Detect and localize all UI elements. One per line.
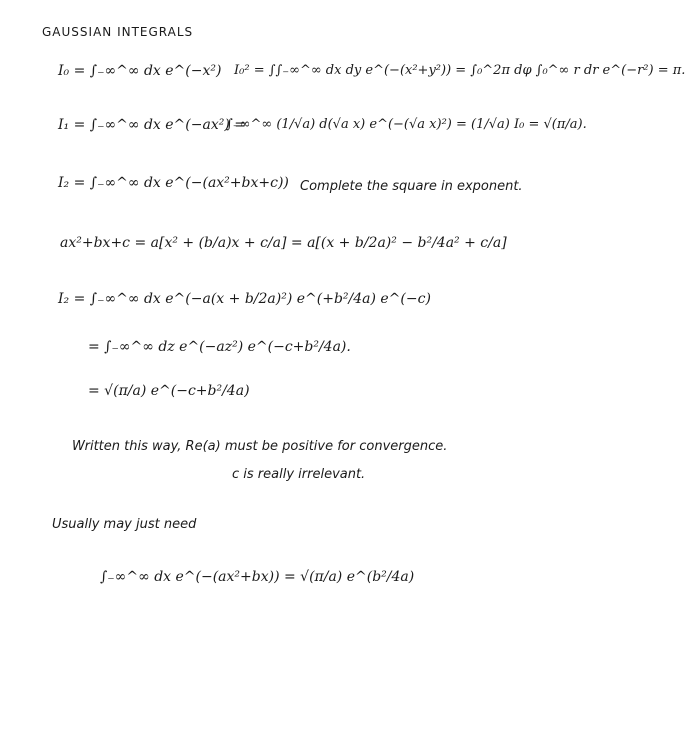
complete-square-note: Complete the square in exponent. [300,179,523,194]
usually-note: Usually may just need [52,517,197,532]
c-irrelevant-note: c is really irrelevant. [232,467,366,482]
equation-i1-definition: I₁ = ∫₋∞^∞ dx e^(−ax²) = [58,117,246,133]
page-title: GAUSSIAN INTEGRALS [42,25,194,39]
equation-i1-result: ∫₋∞^∞ (1/√a) d(√a x) e^(−(√a x)²) = (1/√a) I₀ = √(π/a). [226,117,587,132]
equation-i2-definition: I₂ = ∫₋∞^∞ dx e^(−(ax²+bx+c)) [58,175,289,191]
equation-i2-step1: I₂ = ∫₋∞^∞ dx e^(−a(x + b/2a)²) e^(+b²/4a) e^(−c) [58,291,431,307]
equation-i0-squared: I₀² = ∫∫₋∞^∞ dx dy e^(−(x²+y²)) = ∫₀^2π dφ ∫₀^∞ r dr e^(−r²) = π. [234,63,685,78]
convergence-note: Written this way, Re(a) must be positive for convergence. [72,439,448,454]
final-formula: ∫₋∞^∞ dx e^(−(ax²+bx)) = √(π/a) e^(b²/4a) [100,569,415,585]
equation-complete-square: ax²+bx+c = a[x² + (b/a)x + c/a] = a[(x + b/2a)² − b²/4a² + c/a] [60,235,507,251]
equation-i2-step2: = ∫₋∞^∞ dz e^(−az²) e^(−c+b²/4a). [88,339,351,355]
equation-i0-definition: I₀ = ∫₋∞^∞ dx e^(−x²) [58,63,222,79]
equation-i2-step3: = √(π/a) e^(−c+b²/4a) [88,383,250,399]
